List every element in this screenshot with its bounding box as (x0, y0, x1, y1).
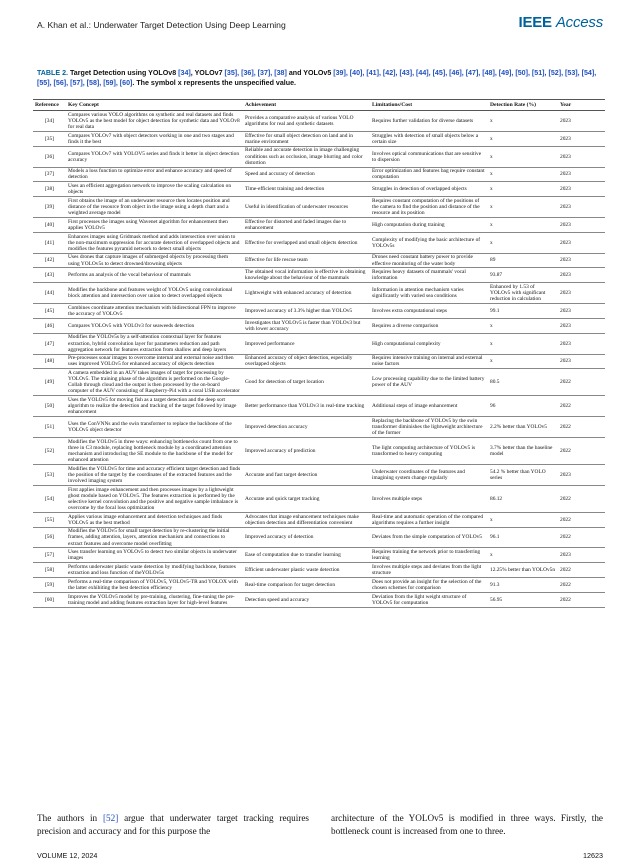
cell-achievement: Effective for overlapped and small objects detection (243, 232, 370, 253)
cell-year: 2023 (558, 318, 605, 333)
cell-key-concept: Modifies the backbone and features weight of YOLOv5 using convolutional block attention and intersection over union to detect overlapped objects (66, 283, 243, 304)
cell-key-concept: A camera embedded in an AUV takes images of target for processing by YOLOv5. The training phase of the algorithm is performed on the Google-Collab through cloud and the output is then processed by the on-board computer of the AUV consisting of Raspberry-Pi4 with a coral USB accelerator (66, 369, 243, 396)
cell-detection-rate: x (488, 167, 558, 182)
cell-achievement: Good for detection of target location (243, 369, 370, 396)
cell-achievement: Enhanced accuracy of object detection, especially overlapped objects (243, 354, 370, 369)
cell-reference: [48] (33, 354, 66, 369)
cell-year: 2022 (558, 396, 605, 417)
cell-achievement: The obtained vocal information is effective in obtaining knowledge about the behaviour of the mammals (243, 268, 370, 283)
cell-detection-rate: 56.95 (488, 592, 558, 607)
table-label: TABLE 2. (37, 69, 69, 77)
ieee-access-logo: IEEE Access (518, 14, 603, 31)
cell-reference: [55] (33, 512, 66, 527)
cell-limitations: Requires a diverse comparison (370, 318, 488, 333)
table-body (33, 111, 605, 608)
cell-limitations: Deviation from the light weight structure of YOLOv5 for computation (370, 592, 488, 607)
cell-key-concept: First obtains the image of an underwater resource then locates position and distance of the resource from object in the image using a depth chart and a weighted average model (66, 197, 243, 218)
table-row (33, 318, 605, 333)
cell-detection-rate: x (488, 318, 558, 333)
cell-achievement: Improved accuracy of 3.3% higher than YOLOv5 (243, 304, 370, 319)
cell-year: 2022 (558, 527, 605, 548)
table-row (33, 167, 605, 182)
cell-year: 2023 (558, 232, 605, 253)
cell-achievement: Speed and accuracy of detection (243, 167, 370, 182)
cell-detection-rate: Enhanced by 1.53 of YOLOv5 with significant reduction in calculation (488, 283, 558, 304)
cell-year: 2022 (558, 369, 605, 396)
column-header: Achievement (243, 100, 370, 111)
cell-year: 2023 (558, 167, 605, 182)
table-row (33, 548, 605, 563)
cell-year: 2023 (558, 333, 605, 354)
cell-achievement: Ease of computation due to transfer learning (243, 548, 370, 563)
cell-limitations: Requires heavy datasets of mammals' vocal information (370, 268, 488, 283)
cell-reference: [57] (33, 548, 66, 563)
table-row (33, 197, 605, 218)
cell-key-concept: First applies image enhancement and then processes images by a lightweight ghost module based on YOLOv5. The features extraction is performed by the selective kernel convolution and the positive and negative sample imbalance is overcome by the focal loss optimization (66, 485, 243, 512)
target-detection-table (33, 99, 605, 608)
cell-reference: [41] (33, 232, 66, 253)
inline-citation[interactable]: [52] (102, 813, 119, 823)
cell-detection-rate: 96.1 (488, 527, 558, 548)
table-row (33, 232, 605, 253)
table-row (33, 182, 605, 197)
cell-key-concept: Uses the ConVNNs and the swin transformer to replace the backbone of the YOLOv5 object detector (66, 417, 243, 438)
table-row (33, 111, 605, 132)
cell-year: 2023 (558, 146, 605, 167)
cell-detection-rate: x (488, 131, 558, 146)
table-row (33, 283, 605, 304)
cell-reference: [43] (33, 268, 66, 283)
table-row (33, 563, 605, 578)
table-row (33, 268, 605, 283)
cell-limitations: The light computing architecture of YOLOv5 is transformed to heavy computing (370, 438, 488, 465)
cell-key-concept: Uses the YOLOv5 for moving fish as a target detection and the deep sort algorithm to realize the detection and tracking of the target followed by image enhancement (66, 396, 243, 417)
cell-reference: [34] (33, 111, 66, 132)
cell-achievement: Better performance than YOLOv3 in real-time tracking (243, 396, 370, 417)
cell-reference: [50] (33, 396, 66, 417)
cell-limitations: Error optimization and features bag require constant computation (370, 167, 488, 182)
cell-reference: [53] (33, 464, 66, 485)
cell-year: 2023 (558, 111, 605, 132)
table-row (33, 131, 605, 146)
page-header (37, 12, 603, 34)
cell-achievement: Advocates that image enhancement techniques make objection detection and differentiation convenient (243, 512, 370, 527)
cell-key-concept: Enhances images using Gridmask method and adds intersection over union to the non-maximum suppression for accurate detection of overlapped objects and modifies the features pyramid network to detect small objects (66, 232, 243, 253)
body-paragraph-right: architecture of the YOLOv5 is modified in three ways. Firstly, the bottleneck count is increased from one to three. (331, 813, 603, 836)
cell-key-concept: Improves the YOLOv5 model by pre-training, clustering, fine-tuning the pre-training model and adding features extraction layer for high-level features (66, 592, 243, 607)
cell-achievement: Real-time comparison for target detection (243, 578, 370, 593)
cell-limitations: Struggles in detection of overlapped objects (370, 182, 488, 197)
cell-year: 2022 (558, 512, 605, 527)
table-row (33, 369, 605, 396)
cell-achievement: Efficient underwater plastic waste detection (243, 563, 370, 578)
running-title: A. Khan et al.: Underwater Target Detection Using Deep Learning (37, 20, 286, 30)
cell-limitations: Requires intensive training on internal and external noise factors (370, 354, 488, 369)
cell-key-concept: Modifies the YOLOv5 in three ways: enhancing bottlenecks count from one to three in C3 module, replacing bottleneck module by a coordinated attention mechanism and introducing the SE module to the backbone of the model for enhanced attention (66, 438, 243, 465)
cell-limitations: Requires further validation for diverse datasets (370, 111, 488, 132)
table-row (33, 592, 605, 607)
table-header-row (33, 100, 605, 111)
cell-reference: [39] (33, 197, 66, 218)
table-row (33, 485, 605, 512)
cell-year: 2022 (558, 485, 605, 512)
cell-reference: [60] (33, 592, 66, 607)
cell-detection-rate: 89 (488, 253, 558, 268)
cell-achievement: Improved accuracy of prediction (243, 438, 370, 465)
cell-key-concept: Uses transfer learning on YOLOv5 to detect two similar objects in underwater images (66, 548, 243, 563)
table-row (33, 512, 605, 527)
cell-achievement: Accurate and fast target detection (243, 464, 370, 485)
cell-limitations: Involves extra computational steps (370, 304, 488, 319)
cell-detection-rate: x (488, 111, 558, 132)
table-row (33, 354, 605, 369)
cell-detection-rate: 12.25% better than YOLOv5n (488, 563, 558, 578)
cell-reference: [54] (33, 485, 66, 512)
cell-key-concept: Uses drones that capture images of submerged objects by processing them using YOLOv5s to detect drowned/drowning objects (66, 253, 243, 268)
cell-reference: [56] (33, 527, 66, 548)
cell-key-concept: Uses an efficient aggregation network to improve the scaling calculation on objects (66, 182, 243, 197)
cell-year: 2023 (558, 283, 605, 304)
body-paragraph-left: The authors in [52] argue that underwater target tracking requires precision and accuracy and for this purpose the (37, 813, 309, 836)
cell-limitations: High computational complexity (370, 333, 488, 354)
cell-achievement: Useful in identification of underwater resources (243, 197, 370, 218)
cell-achievement: Lightweight with enhanced accuracy of detection (243, 283, 370, 304)
cell-reference: [37] (33, 167, 66, 182)
table-row (33, 146, 605, 167)
cell-year: 2023 (558, 217, 605, 232)
cell-limitations: Complexity of modifying the basic architecture of YOLOv5s (370, 232, 488, 253)
cell-limitations: Information in attention mechanism varies significantly with varied sea conditions (370, 283, 488, 304)
cell-achievement: Detection speed and accuracy (243, 592, 370, 607)
cell-detection-rate: 93.87 (488, 268, 558, 283)
table-row (33, 304, 605, 319)
cell-achievement: Accurate and quick target tracking (243, 485, 370, 512)
cell-achievement: Improved detection accuracy (243, 417, 370, 438)
cell-year: 2023 (558, 548, 605, 563)
page-number: 12623 (583, 851, 603, 860)
cell-limitations: High computation during training (370, 217, 488, 232)
cell-limitations: Does not provide an insight for the selection of the chosen schemes for comparison (370, 578, 488, 593)
cell-year: 2022 (558, 563, 605, 578)
cell-achievement: Provides a comparative analysis of various YOLO algorithms for real and synthetic datasets (243, 111, 370, 132)
cell-achievement: Improved accuracy of detection (243, 527, 370, 548)
caption-citation[interactable]: [39], [40], [41], [42], [43], [44], [45], [46], [47], [48], [49], [50], [51], [52], [53], [54], [55], [56], [57], [58], [59], [60] (37, 69, 597, 88)
cell-detection-rate: 80.5 (488, 369, 558, 396)
table-row (33, 417, 605, 438)
table-row (33, 464, 605, 485)
cell-reference: [46] (33, 318, 66, 333)
caption-citation[interactable]: [34] (178, 69, 191, 77)
cell-detection-rate: x (488, 548, 558, 563)
cell-limitations: Requires training the network prior to transferring learning (370, 548, 488, 563)
cell-reference: [38] (33, 182, 66, 197)
cell-key-concept: First processes the images using Wavenet algorithm for enhancement then applies YOLOv5 (66, 217, 243, 232)
cell-reference: [36] (33, 146, 66, 167)
cell-achievement: Time-efficient training and detection (243, 182, 370, 197)
cell-limitations: Drones need constant battery power to provide effective monitoring of the water body (370, 253, 488, 268)
cell-key-concept: Applies various image enhancement and detection techniques and finds YOLOv5 as the best method (66, 512, 243, 527)
cell-key-concept: Compares various YOLO algorithms on synthetic and real datasets and finds YOLOv5 as the best model for object detection for synthetic data and YOLOv8 for real data (66, 111, 243, 132)
cell-achievement: Reliable and accurate detection in image challenging conditions such as occlusion, image blurring and color distortion (243, 146, 370, 167)
cell-reference: [58] (33, 563, 66, 578)
column-header: Key Concept (66, 100, 243, 111)
cell-detection-rate: 3.7% better than the baseline model (488, 438, 558, 465)
cell-detection-rate: x (488, 333, 558, 354)
cell-limitations: Requires constant computation of the positions of the camera to find the position and distance of the resource and its position (370, 197, 488, 218)
cell-detection-rate: 91.3 (488, 578, 558, 593)
cell-detection-rate: x (488, 146, 558, 167)
cell-key-concept: Pre-processes sonar images to overcome internal and external noise and then uses improved YOLOv5 for enhanced accuracy of objects detection (66, 354, 243, 369)
cell-reference: [47] (33, 333, 66, 354)
cell-detection-rate: x (488, 232, 558, 253)
volume-label: VOLUME 12, 2024 (37, 851, 98, 860)
table-row (33, 578, 605, 593)
cell-detection-rate: 54.2 % better than YOLO series (488, 464, 558, 485)
cell-limitations: Real-time and automatic operation of the compared algorithms requires a further insight (370, 512, 488, 527)
cell-detection-rate: x (488, 197, 558, 218)
cell-detection-rate: x (488, 512, 558, 527)
column-header: Limitations/Cost (370, 100, 488, 111)
cell-reference: [51] (33, 417, 66, 438)
cell-reference: [40] (33, 217, 66, 232)
cell-detection-rate: 99.1 (488, 304, 558, 319)
cell-limitations: Underwater coordinates of the features and imagining system change regularly (370, 464, 488, 485)
table-row (33, 527, 605, 548)
table-row (33, 217, 605, 232)
cell-achievement: Effective for distorted and faded images due to enhancement (243, 217, 370, 232)
cell-key-concept: Combines coordinate attention mechanism with bidirectional FPN to improve the accuracy of YOLOv5 (66, 304, 243, 319)
cell-key-concept: Modifies the YOLOv5s by a self-attention contextual layer for features extraction, hybrid convolution layer for parameters reduction and path aggregation network for features extraction from shallow and deep layers (66, 333, 243, 354)
cell-detection-rate: x (488, 217, 558, 232)
table-row (33, 438, 605, 465)
cell-limitations: Low processing capability due to the limited battery power of the AUV (370, 369, 488, 396)
cell-reference: [44] (33, 283, 66, 304)
cell-reference: [45] (33, 304, 66, 319)
cell-limitations: Deviates from the simple computation of YOLOv5 (370, 527, 488, 548)
cell-key-concept: Performs underwater plastic waste detection by modifying backbone, features extraction and loss function of theYOLOv5s (66, 563, 243, 578)
cell-detection-rate: 96 (488, 396, 558, 417)
caption-citation[interactable]: [35], [36], [37], [38] (224, 69, 287, 77)
cell-year: 2023 (558, 131, 605, 146)
cell-key-concept: Modifies the YOLOv5 for small target detection by re-clustering the initial frames, adding attention, layers, attention mechanism and connections to extract features and overcome model overfitting (66, 527, 243, 548)
cell-key-concept: Performs a real-time comparison of YOLOv5, YOLOv5-TR and YOLOX with the latter exhibiting the best detection efficiency (66, 578, 243, 593)
table-row (33, 333, 605, 354)
cell-limitations: Replacing the backbone of YOLOv5 by the swin transformer diminishes the lightweight architecture of the former (370, 417, 488, 438)
cell-detection-rate: x (488, 182, 558, 197)
cell-limitations: Involves optical communications that are sensitive to dispersion (370, 146, 488, 167)
cell-key-concept: Compares YOLOv7 with object detectors working in one and two stages and finds it the best (66, 131, 243, 146)
cell-year: 2023 (558, 354, 605, 369)
cell-reference: [52] (33, 438, 66, 465)
cell-limitations: Involves multiple steps and deviates from the light structure (370, 563, 488, 578)
cell-achievement: Improved performance (243, 333, 370, 354)
table-row (33, 396, 605, 417)
cell-year: 2023 (558, 182, 605, 197)
column-header: Year (558, 100, 605, 111)
cell-reference: [42] (33, 253, 66, 268)
cell-detection-rate: 86.12 (488, 485, 558, 512)
cell-achievement: Effective for small object detection on land and in marine environment (243, 131, 370, 146)
cell-year: 2023 (558, 304, 605, 319)
cell-year: 2022 (558, 578, 605, 593)
cell-limitations: Involves multiple steps (370, 485, 488, 512)
cell-key-concept: Models a loss function to optimize error and enhance accuracy and speed of detection (66, 167, 243, 182)
cell-achievement: Effective for life rescue team (243, 253, 370, 268)
cell-reference: [35] (33, 131, 66, 146)
cell-year: 2022 (558, 438, 605, 465)
cell-year: 2023 (558, 253, 605, 268)
cell-year: 2023 (558, 197, 605, 218)
cell-limitations: Additional steps of image enhancement (370, 396, 488, 417)
cell-year: 2022 (558, 417, 605, 438)
cell-limitations: Struggles with detection of small objects below a certain size (370, 131, 488, 146)
table-caption: TABLE 2. Target Detection using YOLOv8 [34], YOLOv7 [35], [36], [37], [38] and YOLOv5 [39], [40], [41], [42], [43], [44], [45], [46], [47], [48], [49], [50], [51], [52], [53], [54], [55], [56], [57], [58], [59], [60]. The symbol x represents the unspecified value. (37, 69, 597, 88)
cell-reference: [59] (33, 578, 66, 593)
cell-key-concept: Compares YOLOv5 with YOLOv3 for seaweeds detection (66, 318, 243, 333)
column-header: Detection Rate (%) (488, 100, 558, 111)
cell-detection-rate: x (488, 354, 558, 369)
cell-detection-rate: 2.2% better than YOLOv5 (488, 417, 558, 438)
cell-key-concept: Compares YOLOv7 with YOLOV5 series and finds it better in object detection accuracy (66, 146, 243, 167)
cell-year: 2022 (558, 592, 605, 607)
cell-reference: [49] (33, 369, 66, 396)
cell-key-concept: Performs an analysis of the vocal behaviour of mammals (66, 268, 243, 283)
cell-achievement: Investigates that YOLOv5 is faster than YOLOv3 but with lower accuracy (243, 318, 370, 333)
cell-key-concept: Modifies the YOLOv5 for time and accuracy efficient target detection and finds the position of the target by the coordinates of the extracted features and the involved imaging system (66, 464, 243, 485)
cell-year: 2023 (558, 464, 605, 485)
column-header: Reference (33, 100, 66, 111)
cell-year: 2023 (558, 268, 605, 283)
table-row (33, 253, 605, 268)
